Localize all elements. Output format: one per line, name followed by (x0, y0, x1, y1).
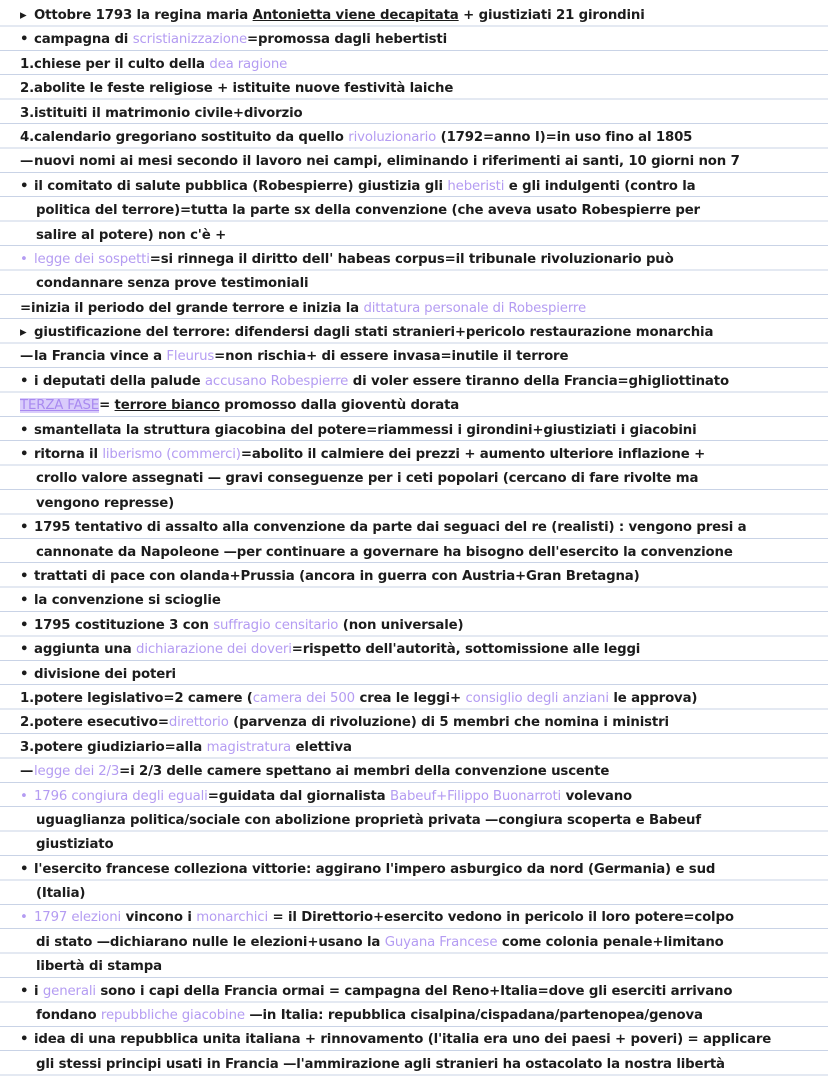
bullet-icon: • (20, 1032, 29, 1048)
bullet-icon: • (20, 788, 28, 804)
text: i deputati della palude (34, 373, 205, 389)
note-line (20, 370, 806, 394)
text: istituiti il matrimonio civile+divorzio (34, 105, 303, 121)
text: e gli indulgenti (contro la (504, 178, 696, 194)
list-number: 4. (20, 129, 35, 145)
dash-bullet-icon: — (20, 349, 34, 365)
text: i (34, 983, 43, 999)
highlight-term: Babeuf+Filippo Buonarroti (389, 788, 562, 804)
bullet-icon: • (20, 642, 29, 658)
text: (1792=anno I)=in uso fino al 1805 (436, 129, 693, 145)
list-number: 3. (20, 739, 35, 755)
highlight-term: dea ragione (209, 56, 288, 72)
note-line-continuation: gli stessi principi usati in Francia —l'ammirazione agli stranieri ha ostacolato la nostra libertà (36, 1056, 725, 1072)
bullet-icon: • (20, 617, 29, 633)
highlight-term: monarchici (196, 910, 268, 926)
text: potere esecutivo= (34, 715, 169, 731)
note-line (20, 150, 806, 174)
note-line (20, 565, 806, 589)
text: sono i capi della Francia ormai = campagna del Reno+Italia=dove gli eserciti arrivano (95, 983, 733, 999)
highlight-term: 1796 congiura degli eguali (34, 788, 208, 804)
note-line-continuation: (Italia) (36, 886, 86, 902)
text: abolite le feste religiose + istituite nuove festività laiche (34, 81, 454, 97)
section-heading (20, 394, 806, 418)
text: le approva) (608, 690, 698, 706)
arrow-bullet-icon: ▸ (20, 325, 27, 341)
note-line (20, 858, 806, 882)
text: =abolito il calmiere dei prezzi + aumento ulteriore inflazione + (240, 447, 706, 463)
bullet-icon: • (20, 373, 29, 389)
note-line-continuation: cannonate da Napoleone —per continuare a governare ha bisogno dell'esercito la convenzione (36, 544, 733, 560)
highlight-term: scristianizzazione (132, 32, 248, 48)
text: fondano (36, 1008, 101, 1024)
highlight-term: consiglio degli anziani (465, 690, 609, 706)
text: campagna di (34, 32, 133, 48)
note-line-continuation: uguaglianza politica/sociale con abolizione proprietà privata —congiura scoperta e Babeuf (36, 812, 702, 828)
text: elettiva (291, 739, 352, 755)
bullet-icon: • (20, 520, 29, 536)
text: di voler essere tiranno della Francia=ghigliottinato (348, 373, 729, 389)
text: =i 2/3 delle camere spettano ai membri della convenzione uscente (119, 764, 610, 780)
bullet-icon: • (20, 32, 29, 48)
note-line (20, 297, 806, 321)
text: la Francia vince a (34, 349, 167, 365)
text: trattati di pace con olanda+Prussia (ancora in guerra con Austria+Gran Bretagna) (34, 568, 640, 584)
bullet-icon: • (20, 178, 29, 194)
list-number: 1. (20, 56, 35, 72)
text: calendario gregoriano sostituito da quello (34, 129, 349, 145)
text: divisione dei poteri (34, 666, 176, 682)
text: = il Direttorio+esercito vedono in pericolo il loro potere=colpo (268, 910, 734, 926)
text: chiese per il culto della (34, 56, 210, 72)
list-number: 2. (20, 715, 35, 731)
bullet-icon: • (20, 422, 29, 438)
text: 1795 costituzione 3 con (34, 617, 214, 633)
highlight-term: legge dei sospetti (34, 251, 150, 267)
dash-bullet-icon: — (20, 154, 34, 170)
text: + giustiziati 21 girondini (458, 8, 645, 23)
note-line-continuation (20, 1004, 806, 1028)
text: Ottobre 1793 la regina maria (34, 8, 253, 23)
highlight-term: magistratura (206, 739, 292, 755)
note-line (20, 53, 806, 77)
text: idea di una repubblica unita italiana + rinnovamento (l'italia era uno dei paesi + poveri) = applicare (34, 1032, 772, 1048)
text: potere giudiziario=alla (34, 739, 207, 755)
bullet-icon: • (20, 447, 29, 463)
text: il comitato di salute pubblica (Robespierre) giustizia gli (34, 178, 448, 194)
text: ritorna il (34, 447, 103, 463)
text: potere legislativo=2 camere ( (34, 690, 253, 706)
dash-bullet-icon: — (20, 764, 34, 780)
highlight-term: generali (42, 983, 96, 999)
note-line (20, 77, 806, 101)
text: smantellata la struttura giacobina del potere=riammessi i girondini+giustiziati i giacobini (34, 422, 697, 438)
note-line-continuation: politica del terrore)=tutta la parte sx della convenzione (che aveva usato Robespierre per (36, 203, 700, 219)
highlight-term: liberismo (commerci) (102, 447, 241, 463)
note-line (20, 589, 806, 613)
text: =non rischia+ di essere invasa=inutile il terrore (214, 349, 569, 365)
note-line (20, 4, 806, 28)
note-line (20, 760, 806, 784)
text: giustificazione del terrore: difendersi dagli stati stranieri+pericolo restaurazione monarchia (34, 325, 714, 341)
note-line (20, 614, 806, 638)
text: la convenzione si scioglie (34, 593, 221, 609)
note-line (20, 711, 806, 735)
highlight-term: Guyana Francese (384, 934, 498, 950)
note-line (20, 443, 806, 467)
note-line (20, 321, 806, 345)
note-line (20, 980, 806, 1004)
highlight-term: 1797 elezioni (34, 910, 122, 926)
bullet-icon: • (20, 568, 29, 584)
highlight-term: accusano Robespierre (204, 373, 349, 389)
text: di stato —dichiarano nulle le elezioni+usano la (36, 934, 385, 950)
highlight-term: dittatura personale di Robespierre (363, 300, 586, 316)
note-line (20, 906, 806, 930)
list-number: 2. (20, 81, 35, 97)
note-line-continuation: condannare senza prove testimoniali (36, 276, 309, 292)
arrow-bullet-icon: ▸ (20, 8, 27, 23)
text: crea le leggi+ (355, 690, 466, 706)
text: aggiunta una (34, 642, 137, 658)
underlined-text: terrore bianco (114, 398, 220, 414)
highlight-term: camera dei 500 (252, 690, 355, 706)
highlight-term: Fleurus (166, 349, 215, 365)
text: vincono i (121, 910, 197, 926)
text: promosso dalla gioventù dorata (219, 398, 460, 414)
highlight-term: dichiarazione dei doveri (136, 642, 292, 658)
note-line (20, 28, 806, 52)
text: (non universale) (338, 617, 464, 633)
text: = (99, 398, 115, 414)
note-line (20, 638, 806, 662)
bullet-icon: • (20, 910, 28, 926)
note-line-continuation (20, 931, 806, 955)
highlight-term: suffragio censitario (213, 617, 339, 633)
note-line-continuation: vengono represse) (36, 495, 175, 511)
highlight-term: legge dei 2/3 (34, 764, 120, 780)
list-number: 1. (20, 690, 35, 706)
note-line (20, 736, 806, 760)
text: =si rinnega il diritto dell' habeas corpus=il tribunale rivoluzionario può (149, 251, 674, 267)
note-line (20, 1028, 806, 1052)
text: =rispetto dell'autorità, sottomissione alle leggi (291, 642, 641, 658)
note-line (20, 248, 806, 272)
list-number: 3. (20, 105, 35, 121)
note-line (20, 126, 806, 150)
note-line (20, 345, 806, 369)
text: =inizia il periodo del grande terrore e inizia la (20, 300, 364, 316)
note-line-continuation: giustiziato (36, 837, 114, 853)
text: =promossa dagli hebertisti (247, 32, 447, 48)
bullet-icon: • (20, 251, 28, 267)
note-line (20, 419, 806, 443)
note-line (20, 102, 806, 126)
note-line (20, 175, 806, 199)
text: =guidata dal giornalista (207, 788, 390, 804)
bullet-icon: • (20, 593, 29, 609)
note-line-continuation: crollo valore assegnati — gravi conseguenze per i ceti popolari (cercano di fare rivolte ma (36, 471, 699, 487)
text: 1795 tentativo di assalto alla convenzione da parte dai seguaci del re (realisti) : vengono presi a (34, 520, 747, 536)
highlight-term: repubbliche giacobine (100, 1008, 245, 1024)
note-line-continuation: salire al potere) non c'è + (36, 227, 227, 243)
text: —in Italia: repubblica cisalpina/cispadana/partenopea/genova (244, 1008, 703, 1024)
note-line-continuation: libertà di stampa (36, 959, 162, 975)
highlight-term: heberisti (447, 178, 505, 194)
bullet-icon: • (20, 666, 29, 682)
highlight-term: rivoluzionario (348, 129, 437, 145)
bullet-icon: • (20, 861, 29, 877)
text: (parvenza di rivoluzione) di 5 membri che nomina i ministri (228, 715, 669, 731)
note-line (20, 663, 806, 687)
note-line (20, 785, 806, 809)
highlight-term: direttorio (168, 715, 229, 731)
text: l'esercito francese colleziona vittorie: aggirano l'impero asburgico da nord (Germania) e sud (34, 861, 716, 877)
note-line (20, 687, 806, 711)
section-label: TERZA FASE (20, 398, 100, 414)
text: volevano (561, 788, 632, 804)
text: come colonia penale+limitano (497, 934, 724, 950)
bullet-icon: • (20, 983, 29, 999)
note-line (20, 516, 806, 540)
underlined-text: Antonietta viene decapitata (252, 8, 459, 23)
text: nuovi nomi ai mesi secondo il lavoro nei campi, eliminando i riferimenti ai santi, 10 giorni non 7 (34, 154, 740, 170)
